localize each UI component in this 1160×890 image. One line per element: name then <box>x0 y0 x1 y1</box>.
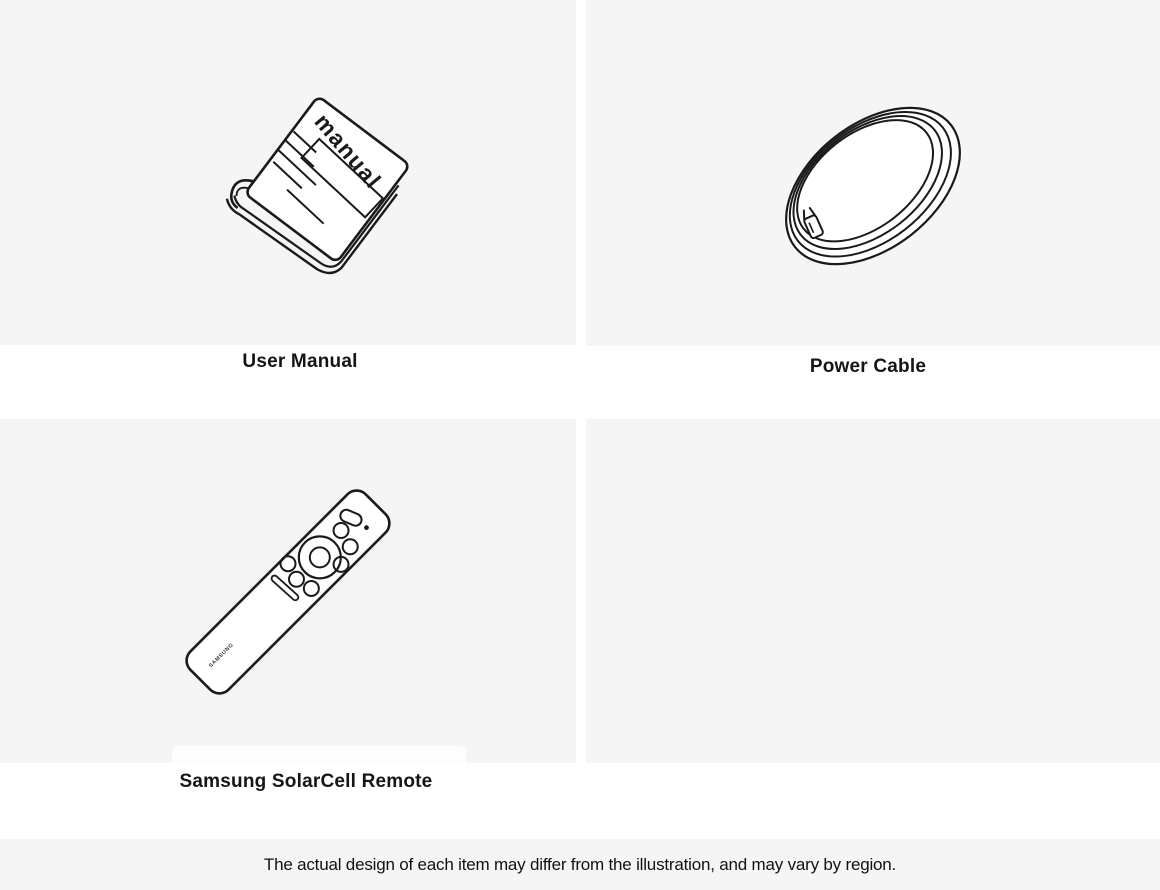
user-manual-book-icon <box>0 0 576 345</box>
caption-user-manual: User Manual <box>242 351 358 372</box>
caption-highlight-strip <box>172 746 466 763</box>
remote-brand-text: SAMSUNG <box>207 642 236 670</box>
caption-solarcell-remote: Samsung SolarCell Remote <box>179 771 433 792</box>
caption-power-cable: Power Cable <box>809 356 927 377</box>
item-tile-user-manual <box>0 0 576 345</box>
footer-disclaimer-bar <box>0 839 1160 890</box>
remote-control-icon <box>0 419 576 763</box>
book-cover-text: manual <box>309 108 387 194</box>
power-cable-coil-icon <box>586 0 1160 346</box>
item-tile-solarcell-remote <box>0 419 576 763</box>
item-tile-power-cable <box>586 0 1160 346</box>
item-tile-empty <box>586 419 1160 763</box>
footer-disclaimer-text: The actual design of each item may differ from the illustration, and may vary by region. <box>263 854 897 874</box>
